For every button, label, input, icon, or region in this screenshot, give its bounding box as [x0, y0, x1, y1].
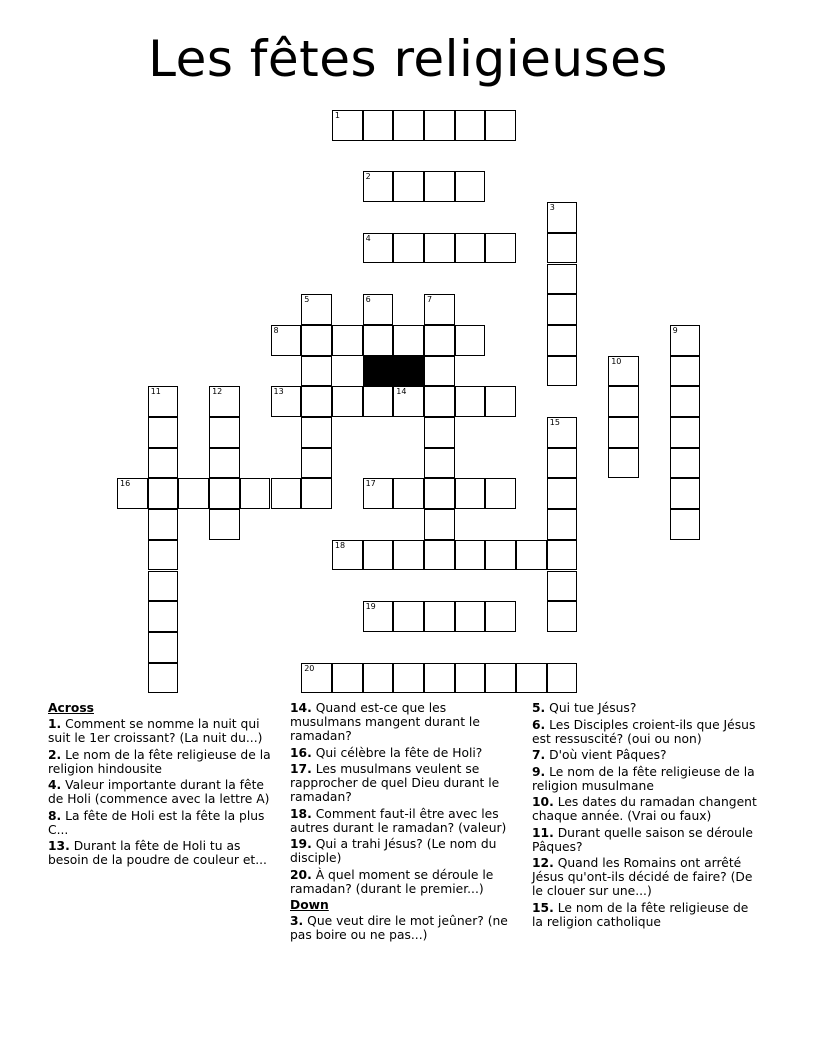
grid-cell[interactable]: [547, 478, 578, 509]
clue-number: 19.: [290, 837, 312, 851]
grid-cell[interactable]: [148, 448, 179, 479]
clue-item: [532, 795, 758, 823]
clue-number: 4.: [48, 778, 62, 792]
clues-column-1: [48, 701, 274, 870]
clue-text: Valeur importante durant la fête de Holi (commence avec la lettre A): [48, 778, 270, 806]
grid-cell[interactable]: [455, 540, 486, 571]
clue-number: 3: [549, 203, 555, 213]
clue-item: [532, 901, 758, 929]
clue-text: Le nom de la fête religieuse de la religion hindousite: [48, 747, 271, 776]
grid-cell[interactable]: [393, 478, 424, 509]
grid-cell[interactable]: [363, 233, 394, 264]
grid-cell[interactable]: [301, 478, 332, 509]
grid-cell[interactable]: [608, 386, 639, 417]
grid-cell[interactable]: [148, 478, 179, 509]
clue-text: Le nom de la fête religieuse de la religion catholique: [532, 900, 749, 929]
grid-cell[interactable]: [148, 632, 179, 663]
grid-cell[interactable]: [608, 356, 639, 387]
clue-item: [532, 826, 758, 854]
grid-cell[interactable]: [178, 478, 209, 509]
grid-cell[interactable]: [363, 601, 394, 632]
across-clue-list: [48, 717, 274, 867]
grid-cell[interactable]: [209, 386, 240, 417]
clue-number: 3.: [290, 914, 304, 928]
clue-number: 12.: [532, 856, 554, 870]
grid-cell[interactable]: [608, 417, 639, 448]
clue-item: [48, 717, 274, 745]
clue-number: 5.: [532, 701, 546, 715]
grid-cell[interactable]: [547, 233, 578, 264]
clue-text: Quand les Romains ont arrêté Jésus qu'ont-ils décidé de faire? (De le clouer sur une...): [532, 856, 753, 898]
clue-item: [48, 748, 274, 776]
clue-number: 10: [611, 356, 622, 366]
grid-cell[interactable]: [393, 325, 424, 356]
grid-cell[interactable]: [670, 478, 701, 509]
clue-number: 15.: [532, 900, 554, 915]
grid-cell[interactable]: [424, 540, 455, 571]
grid-cell[interactable]: [363, 325, 394, 356]
grid-cell[interactable]: [240, 478, 271, 509]
grid-cell[interactable]: [393, 110, 424, 141]
clue-text: Qui tue Jésus?: [545, 701, 637, 715]
grid-cell[interactable]: [455, 325, 486, 356]
clue-number: 11: [150, 387, 161, 397]
grid-cell[interactable]: [670, 417, 701, 448]
grid-cell[interactable]: [332, 663, 363, 694]
clue-number: 11.: [532, 825, 554, 840]
grid-cell[interactable]: [209, 478, 240, 509]
grid-cell[interactable]: [393, 601, 424, 632]
grid-cell[interactable]: [485, 478, 516, 509]
clue-number: 1.: [48, 717, 62, 731]
grid-cell[interactable]: [209, 509, 240, 540]
clue-text: À quel moment se déroule le ramadan? (durant le premier...): [290, 867, 494, 896]
clue-number: 6.: [532, 717, 546, 732]
grid-cell[interactable]: [393, 663, 424, 694]
grid-cell[interactable]: [670, 448, 701, 479]
clue-item: [290, 807, 516, 835]
grid-cell[interactable]: [485, 110, 516, 141]
clue-number: 9.: [532, 764, 546, 779]
grid-cell[interactable]: [547, 356, 578, 387]
grid-cell[interactable]: [148, 663, 179, 694]
clue-number: 19: [365, 602, 376, 612]
grid-cell[interactable]: [424, 171, 455, 202]
grid-cell[interactable]: [271, 386, 302, 417]
clue-number: 14: [396, 387, 407, 397]
grid-cell[interactable]: [148, 386, 179, 417]
grid-cell[interactable]: [393, 386, 424, 417]
grid-cell[interactable]: [547, 571, 578, 602]
clue-number: 5: [304, 295, 310, 305]
grid-cell[interactable]: [301, 417, 332, 448]
clue-item: [290, 762, 516, 804]
grid-cell[interactable]: [393, 171, 424, 202]
clue-text: Le nom de la fête religieuse de la religion musulmane: [532, 764, 755, 793]
grid-cell[interactable]: [332, 386, 363, 417]
grid-cell[interactable]: [547, 417, 578, 448]
clue-number: 17: [365, 479, 376, 489]
grid-cell[interactable]: [363, 663, 394, 694]
clue-text: Les Disciples croient-ils que Jésus est ressuscité? (oui ou non): [532, 717, 756, 746]
clue-item: [290, 837, 516, 865]
grid-cell[interactable]: [455, 478, 486, 509]
clue-item: [48, 778, 274, 806]
clue-item: [532, 856, 758, 898]
clue-number: 13: [273, 387, 284, 397]
grid-cell[interactable]: [455, 663, 486, 694]
clue-item: [290, 914, 516, 942]
grid-cell[interactable]: [547, 264, 578, 295]
clue-number: 13.: [48, 839, 70, 853]
clue-text: Quand est-ce que les musulmans mangent durant le ramadan?: [290, 701, 480, 743]
grid-cell[interactable]: [547, 202, 578, 233]
clue-number: 7: [427, 295, 433, 305]
grid-cell[interactable]: [455, 386, 486, 417]
grid-cell[interactable]: [424, 417, 455, 448]
clue-item: [532, 748, 758, 762]
grid-cell[interactable]: [301, 294, 332, 325]
grid-cell[interactable]: [455, 233, 486, 264]
down-clue-list-continued: [532, 701, 758, 929]
clue-text: Comment se nomme la nuit qui suit le 1er croissant? (La nuit du...): [48, 717, 263, 745]
clue-item: [532, 765, 758, 793]
grid-cell[interactable]: [271, 325, 302, 356]
grid-cell[interactable]: [547, 601, 578, 632]
puzzle-title: Les fêtes religieuses: [148, 30, 668, 88]
grid-cell[interactable]: [117, 478, 148, 509]
grid-cell[interactable]: [301, 325, 332, 356]
grid-cell[interactable]: [148, 540, 179, 571]
grid-cell[interactable]: [485, 540, 516, 571]
clue-number: 2.: [48, 747, 62, 762]
clue-item: [532, 701, 758, 715]
grid-cell[interactable]: [424, 601, 455, 632]
clue-number: 17.: [290, 762, 312, 776]
grid-cell[interactable]: [455, 110, 486, 141]
clue-text: Qui célèbre la fête de Holi?: [311, 745, 483, 760]
grid-cell[interactable]: [670, 356, 701, 387]
grid-cell[interactable]: [332, 325, 363, 356]
clue-item: [532, 718, 758, 746]
grid-cell[interactable]: [424, 325, 455, 356]
grid-cell[interactable]: [485, 233, 516, 264]
grid-cell[interactable]: [670, 325, 701, 356]
down-clue-list: [290, 914, 516, 942]
grid-cell[interactable]: [485, 663, 516, 694]
grid-cell[interactable]: [332, 540, 363, 571]
grid-cell[interactable]: [363, 171, 394, 202]
grid-cell[interactable]: [148, 417, 179, 448]
clue-number: 20: [304, 663, 315, 673]
clue-number: 1: [334, 111, 340, 120]
across-heading: Across: [48, 701, 94, 715]
clue-number: 4: [365, 233, 371, 243]
clues-column-3: [532, 701, 758, 931]
grid-cell[interactable]: [670, 509, 701, 540]
grid-cell[interactable]: [424, 386, 455, 417]
black-cell: [393, 356, 424, 387]
clue-number: 7.: [532, 748, 546, 762]
clue-item: [48, 839, 274, 867]
grid-cell[interactable]: [424, 356, 455, 387]
grid-cell[interactable]: [363, 294, 394, 325]
clue-number: 6: [365, 295, 371, 305]
grid-cell[interactable]: [301, 448, 332, 479]
clue-text: D'où vient Pâques?: [545, 748, 667, 762]
clue-number: 15: [549, 418, 560, 427]
clue-number: 8.: [48, 808, 62, 823]
grid-cell[interactable]: [301, 386, 332, 417]
clue-item: [290, 701, 516, 743]
grid-cell[interactable]: [393, 540, 424, 571]
grid-cell[interactable]: [547, 540, 578, 571]
clue-number: 18: [334, 540, 346, 550]
grid-cell[interactable]: [608, 448, 639, 479]
clue-number: 16: [120, 479, 131, 489]
clue-number: 18.: [290, 806, 312, 821]
clue-number: 12: [212, 387, 223, 397]
down-heading: Down: [290, 898, 329, 912]
clue-text: La fête de Holi est la fête la plus C...: [48, 808, 265, 837]
clue-item: [48, 809, 274, 837]
black-cell: [363, 356, 394, 387]
grid-cell[interactable]: [547, 663, 578, 694]
clue-text: Les musulmans veulent se rapprocher de quel Dieu durant le ramadan?: [290, 762, 500, 804]
clue-text: Comment faut-il être avec les autres durant le ramadan? (valeur): [290, 806, 507, 835]
clue-number: 14.: [290, 701, 312, 715]
grid-cell[interactable]: [148, 601, 179, 632]
grid-cell[interactable]: [209, 417, 240, 448]
clue-number: 2: [365, 172, 371, 182]
grid-cell[interactable]: [424, 478, 455, 509]
grid-cell[interactable]: [424, 110, 455, 141]
grid-cell[interactable]: [547, 448, 578, 479]
grid-cell[interactable]: [424, 509, 455, 540]
grid-cell[interactable]: [516, 540, 547, 571]
grid-cell[interactable]: [363, 540, 394, 571]
grid-cell[interactable]: [455, 171, 486, 202]
clue-text: Durant quelle saison se déroule Pâques?: [532, 825, 753, 854]
grid-cell[interactable]: [424, 663, 455, 694]
clue-text: Durant la fête de Holi tu as besoin de la poudre de couleur et...: [48, 839, 267, 867]
grid-cell[interactable]: [516, 663, 547, 694]
grid-cell[interactable]: [209, 448, 240, 479]
clue-number: 9: [672, 325, 678, 335]
grid-cell[interactable]: [485, 386, 516, 417]
grid-cell[interactable]: [547, 509, 578, 540]
grid-cell[interactable]: [148, 571, 179, 602]
grid-cell[interactable]: [271, 478, 302, 509]
clue-number: 16.: [290, 745, 312, 760]
clue-number: 8: [273, 325, 279, 335]
grid-cell[interactable]: [547, 325, 578, 356]
grid-cell[interactable]: [363, 386, 394, 417]
grid-cell[interactable]: [424, 233, 455, 264]
grid-cell[interactable]: [424, 294, 455, 325]
clue-item: [290, 746, 516, 760]
grid-cell[interactable]: [332, 110, 363, 141]
grid-cell[interactable]: [301, 356, 332, 387]
grid-cell[interactable]: [393, 233, 424, 264]
grid-cell[interactable]: [148, 509, 179, 540]
grid-cell[interactable]: [301, 663, 332, 694]
grid-cell[interactable]: [670, 386, 701, 417]
clue-number: 10.: [532, 795, 554, 809]
across-clue-list-continued: [290, 701, 516, 896]
clue-number: 20.: [290, 867, 312, 882]
grid-cell[interactable]: [485, 601, 516, 632]
clue-item: [290, 868, 516, 896]
clue-text: Que veut dire le mot jeûner? (ne pas boire ou ne pas...): [290, 914, 508, 942]
grid-cell[interactable]: [363, 478, 394, 509]
grid-cell[interactable]: [363, 110, 394, 141]
clues-column-2: [290, 701, 516, 945]
clue-text: Qui a trahi Jésus? (Le nom du disciple): [290, 837, 497, 865]
clue-text: Les dates du ramadan changent chaque année. (Vrai ou faux): [532, 795, 757, 823]
grid-cell[interactable]: [547, 294, 578, 325]
grid-cell[interactable]: [424, 448, 455, 479]
grid-cell[interactable]: [455, 601, 486, 632]
